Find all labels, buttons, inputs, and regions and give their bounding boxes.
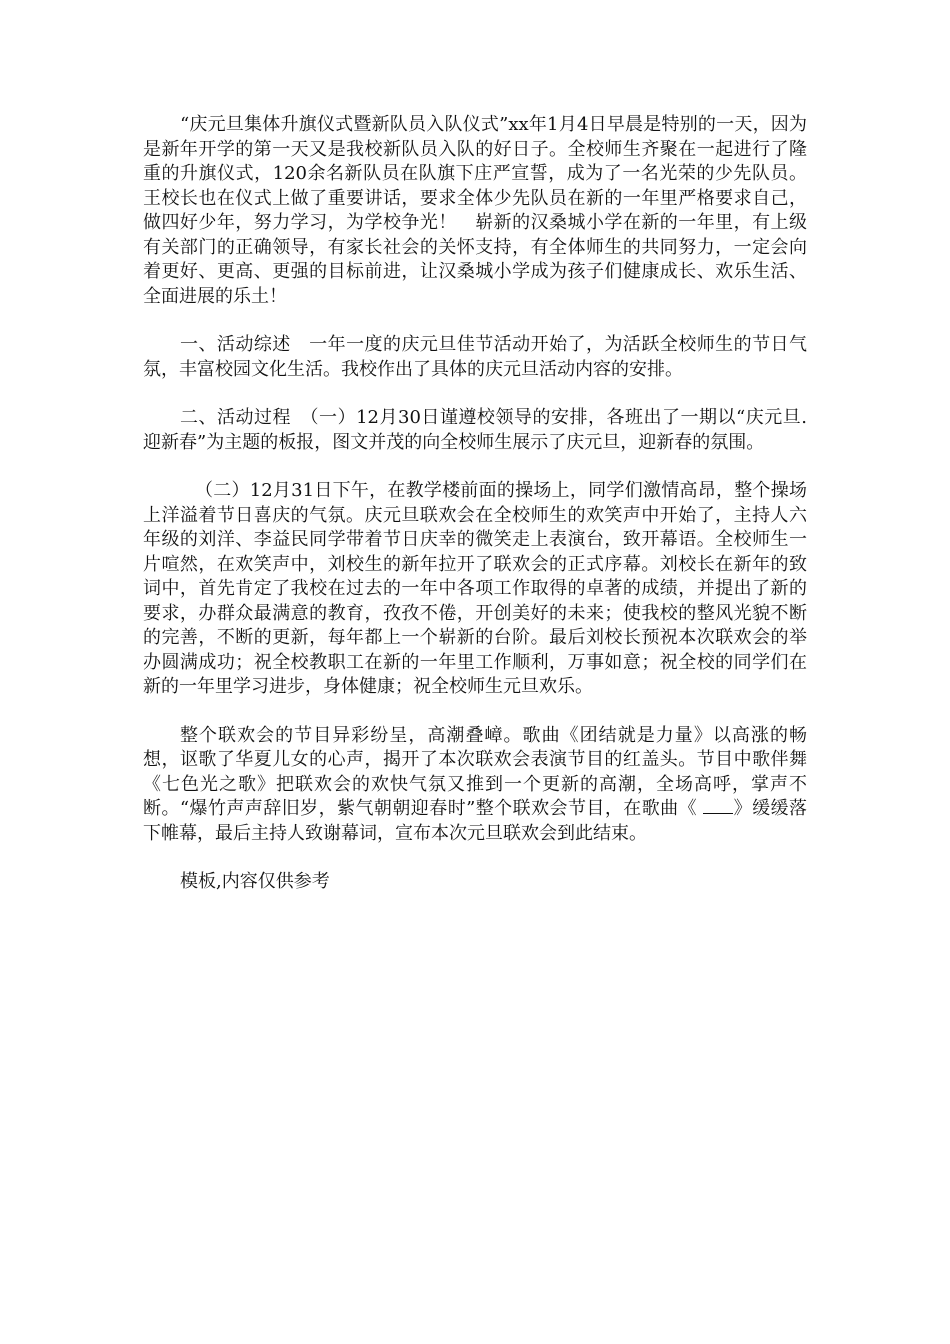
- paragraph-program: [143, 724, 807, 847]
- footer-note: 模板,内容仅供参考: [180, 871, 330, 892]
- paragraph-program-end: 》缓缓落下帷幕，最后主持人致谢幕词，宣布本次元旦联欢会到此结束。: [143, 798, 807, 844]
- paragraph-process-2: （二）12月31日下午，在教学楼前面的操场上，同学们激情高昂，整个操场上洋溢着节日喜庆的气氛。庆元旦联欢会在全校师生的欢笑声中开始了，主持人六年级的刘洋、李益民同学带着节日庆幸的微笑走上表演台，致开幕语。全校师生一片喧然，在欢笑声中，刘校生的新年拉开了联欢会的正式序幕。刘校长在新年的致词中，首先肯定了我校在过去的一年中各项工作取得的卓著的成绩，并提出了新的要求，办群众最满意的教育，孜孜不倦，开创美好的未来；使我校的整风光貌不断的完善，不断的更新，每年都上一个崭新的台阶。最后刘校长预祝本次联欢会的举办圆满成功；祝全校教职工在新的一年里工作顺利，万事如意；祝全校的同学们在新的一年里学习进步，身体健康；祝全校师生元旦欢乐。: [143, 480, 807, 697]
- paragraph-program-start: 整个联欢会的节目异彩纷呈，高潮叠嶂。歌曲《团结就是力量》以高涨的畅想，讴歌了华夏儿女的心声，揭开了本次联欢会表演节目的红盖头。节目中歌伴舞《七色光之歌》把联欢会的欢快气氛又推到一个更新的高潮，全场高呼，掌声不断。“爆竹声声辞旧岁，紫气朝朝迎春时”整个联欢会节目，在歌曲《: [143, 724, 807, 819]
- song-title-blank: [703, 797, 733, 814]
- paragraph-intro: “庆元旦集体升旗仪式暨新队员入队仪式”xx年1月4日早晨是特别的一天，因为是新年开学的第一天又是我校新队员入队的好日子。全校师生齐聚在一起进行了隆重的升旗仪式，120余名新队员在队旗下庄严宣誓，成为了一名光荣的少先队员。王校长也在仪式上做了重要讲话，要求全体少先队员在新的一年里严格要求自己，做四好少年，努力学习，为学校争光！ 崭新的汉桑城小学在新的一年里，有上级有关部门的正确领导，有家长社会的关怀支持，有全体师生的共同努力，一定会向着更好、更高、更强的目标前进，让汉桑城小学成为孩子们健康成长、欢乐生活、全面进展的乐土！: [143, 114, 807, 307]
- paragraph-overview: 一、活动综述 一年一度的庆元旦佳节活动开始了，为活跃全校师生的节日气氛，丰富校园文化生活。我校作出了具体的庆元旦活动内容的安排。: [143, 334, 807, 380]
- paragraph-process-1: 二、活动过程 （一）12月30日谨遵校领导的安排，各班出了一期以“庆元旦.迎新春”为主题的板报，图文并茂的向全校师生展示了庆元旦，迎新春的氛围。: [143, 407, 807, 453]
- document-page: [143, 113, 807, 919]
